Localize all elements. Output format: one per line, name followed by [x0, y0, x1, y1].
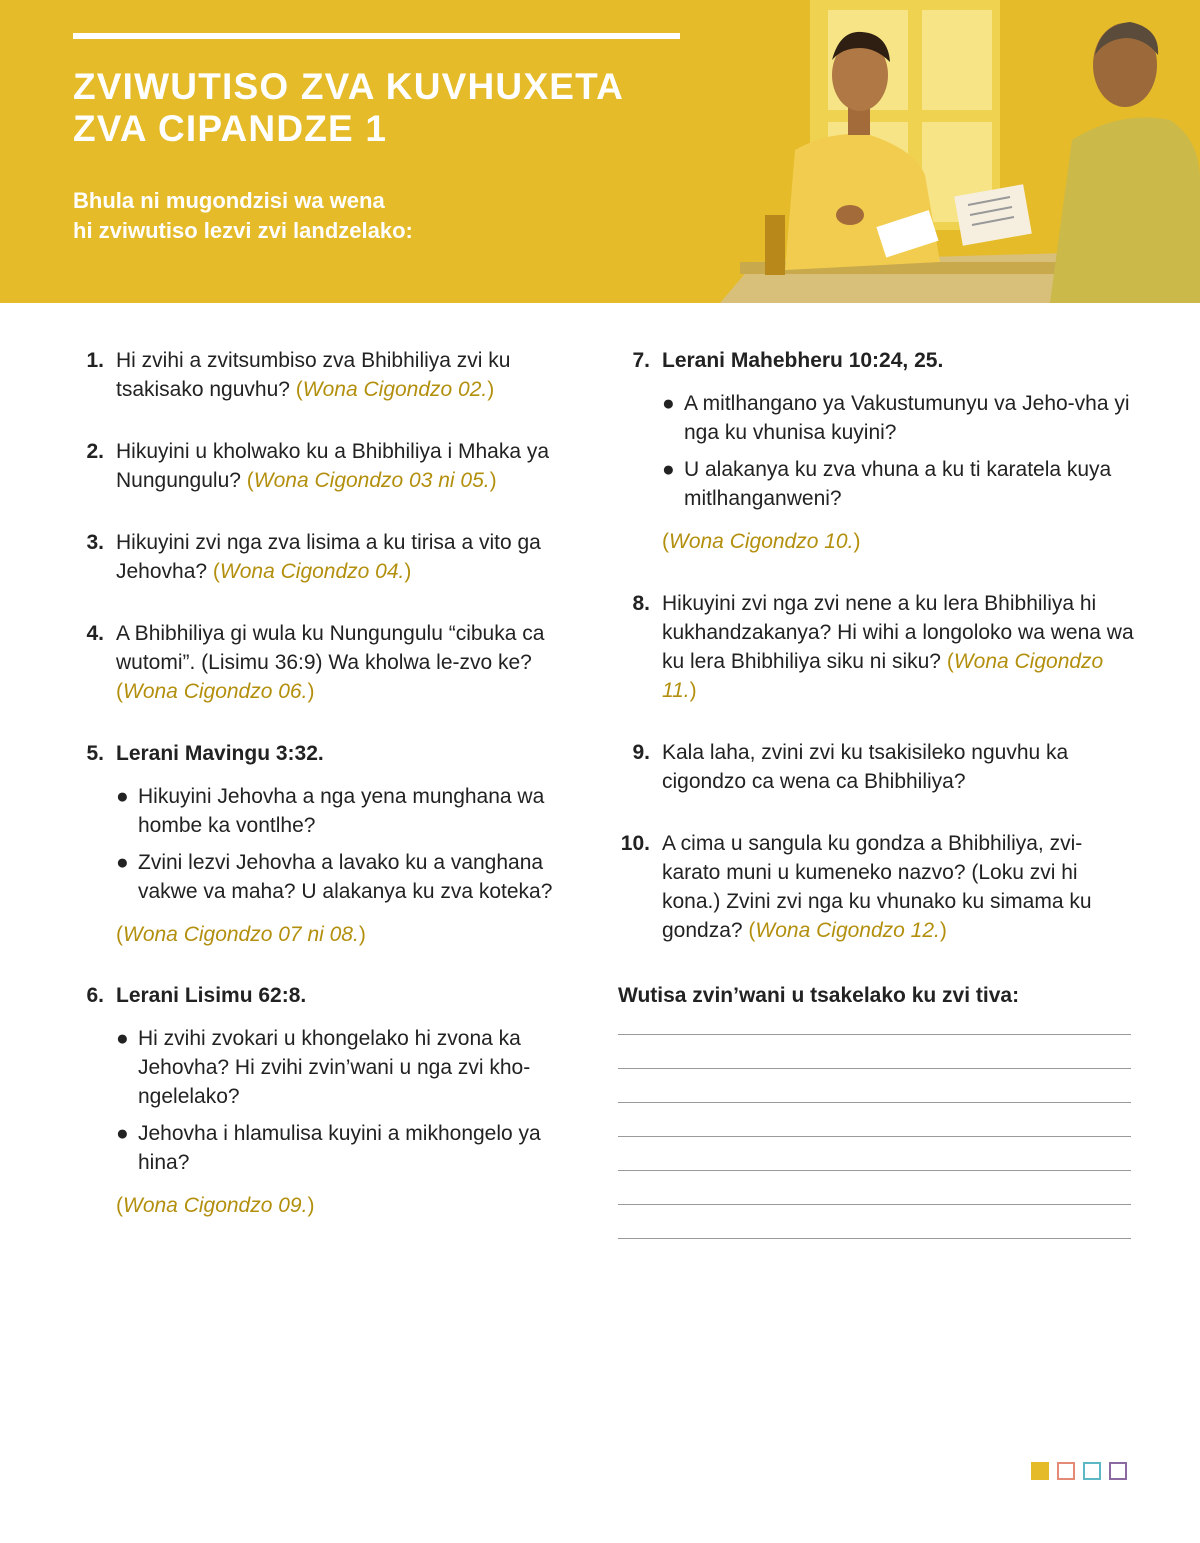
header-rule	[73, 33, 680, 39]
question-reference: Wona Cigondzo 03 ni 05.	[253, 469, 490, 492]
question-number: 1.	[86, 349, 104, 372]
question-number: 2.	[86, 440, 104, 463]
page-title-line-2: ZVA CIPANDZE 1	[73, 108, 388, 149]
question-6	[80, 981, 595, 1220]
question-text: Kala laha, zvini zvi ku tsakisileko nguvhu ka cigondzo ca wena ca Bhibhiliya?	[662, 741, 1069, 793]
question-reference: Wona Cigondzo 11.	[662, 650, 1104, 702]
question-number: 4.	[86, 622, 104, 645]
question-reference: Wona Cigondzo 04.	[219, 560, 405, 583]
header-banner	[0, 0, 1200, 303]
question-reference: Wona Cigondzo 02.	[302, 378, 488, 401]
question-reference: Wona Cigondzo 06.	[123, 680, 308, 703]
closing-prompt: Wutisa zvin’wani u tsakelako ku zvi tiva:	[618, 984, 1020, 1007]
question-7	[618, 346, 1138, 556]
question-3: 3. Hikuyini zvi nga zva lisima a ku tirisa a vito ga Jehovha? (Wona Cigondzo 04.)	[80, 528, 595, 586]
writing-lines	[618, 1034, 1138, 1239]
question-2: 2. Hikuyini u kholwako ku a Bhibhiliya i Mhaka ya Nungungulu? (Wona Cigondzo 03 ni 05.)	[80, 437, 595, 495]
question-text: Hikuyini zvi nga zva lisima a ku tirisa a vito ga Jehovha?	[116, 531, 541, 583]
page-subtitle-line-1: Bhula ni mugondzisi wa wena	[73, 188, 385, 213]
question-10: 10. A cima u sangula ku gondza a Bhibhiliya, zvi-karato muni u kumeneko nazvo? (Loku zvi hi kona.) Zvini zvi nga ku vhunako ku simama ku gondza? (Wona Cigondzo 12.)	[618, 829, 1138, 945]
question-number: 10.	[620, 832, 650, 855]
question-reference-line: (Wona Cigondzo 07 ni 08.)	[116, 923, 366, 946]
page-title-line-1: ZVIWUTISO ZVA KUVHUXETA	[73, 66, 625, 107]
question-number: 9.	[632, 741, 650, 764]
question-4: 4. A Bhibhiliya gi wula ku Nungungulu “cibuka ca wutomi”. (Lisimu 36:9) Wa kholwa le-zvo ke? (Wona Cigondzo 06.)	[80, 619, 595, 706]
yellow-square-icon	[1031, 1462, 1049, 1480]
question-text: Lerani Lisimu 62:8.	[116, 984, 307, 1007]
page-subtitle-line-2: hi zviwutiso lezvi zvi landzelako:	[73, 218, 413, 243]
coral-square-icon	[1057, 1462, 1075, 1480]
question-bullets	[116, 1024, 595, 1177]
question-number: 6.	[86, 984, 104, 1007]
question-9	[618, 738, 1138, 796]
writing-line	[618, 1136, 1131, 1137]
purple-square-icon	[1109, 1462, 1127, 1480]
question-text: Lerani Mahebheru 10:24, 25.	[662, 349, 944, 372]
writing-line	[618, 1170, 1131, 1171]
question-1: 1. Hi zvihi a zvitsumbiso zva Bhibhiliya zvi ku tsakisako nguvhu? (Wona Cigondzo 02.)	[80, 346, 595, 404]
bible-study-illustration	[700, 0, 1200, 303]
writing-line	[618, 1102, 1131, 1103]
page-subtitle	[73, 186, 673, 246]
question-reference: Wona Cigondzo 07 ni 08.	[123, 923, 359, 946]
question-bullets	[662, 389, 1138, 513]
question-text: A Bhibhiliya gi wula ku Nungungulu “cibuka ca wutomi”. (Lisimu 36:9) Wa kholwa le-zvo ke?	[116, 622, 545, 674]
writing-line	[618, 1238, 1131, 1239]
bullet-item: ● Hi zvihi zvokari u khongelako hi zvona ka Jehovha? Hi zvihi zvin’wani u nga zvi kho-ngelelako?	[116, 1027, 531, 1108]
question-number: 8.	[632, 592, 650, 615]
question-text: Hikuyini zvi nga zvi nene a ku lera Bhibhiliya hi kukhandzakanya? Hi wihi a longoloko wa wena wa ku lera Bhibhiliya siku ni siku?	[662, 592, 1134, 673]
question-number: 3.	[86, 531, 104, 554]
question-text: A cima u sangula ku gondza a Bhibhiliya, zvi-karato muni u kumeneko nazvo? (Loku zvi hi kona.) Zvini zvi nga ku vhunako ku simama ku gondza?	[662, 832, 1092, 942]
questions-right-column	[618, 346, 1138, 1239]
question-text: Lerani Mavingu 3:32.	[116, 742, 324, 765]
bullet-item: ● A mitlhangano ya Vakustumunyu va Jeho-vha yi nga ku vhunisa kuyini?	[662, 392, 1130, 444]
bullet-item: ● Zvini lezvi Jehovha a lavako ku a vanghana vakwe va maha? U alakanya ku zva koteka?	[116, 851, 553, 903]
question-bullets	[116, 782, 595, 906]
page-title	[73, 66, 713, 150]
questions-left-column	[80, 346, 595, 1220]
question-number: 5.	[86, 742, 104, 765]
writing-line	[618, 1204, 1131, 1205]
question-reference: Wona Cigondzo 09.	[123, 1194, 308, 1217]
footer-color-squares	[1031, 1462, 1127, 1480]
question-reference: Wona Cigondzo 12.	[755, 919, 940, 942]
question-text: Hikuyini u kholwako ku a Bhibhiliya i Mhaka ya Nungungulu?	[116, 440, 550, 492]
question-text: Hi zvihi a zvitsumbiso zva Bhibhiliya zvi ku tsakisako nguvhu?	[116, 349, 511, 401]
question-8: 8. Hikuyini zvi nga zvi nene a ku lera Bhibhiliya hi kukhandzakanya? Hi wihi a longoloko wa wena wa ku lera Bhibhiliya siku ni siku? (Wona Cigondzo 11.)	[618, 589, 1138, 705]
question-reference: Wona Cigondzo 10.	[669, 530, 854, 553]
bullet-item: ● Jehovha i hlamulisa kuyini a mikhongelo ya hina?	[116, 1122, 541, 1174]
teal-square-icon	[1083, 1462, 1101, 1480]
question-reference-line: (Wona Cigondzo 09.)	[116, 1194, 315, 1217]
writing-line	[618, 1034, 1131, 1035]
question-5	[80, 739, 595, 949]
bullet-item: ● U alakanya ku zva vhuna a ku ti karatela kuya mitlhanganweni?	[662, 458, 1112, 510]
question-number: 7.	[632, 349, 650, 372]
bullet-item: ● Hikuyini Jehovha a nga yena munghana wa hombe ka vontlhe?	[116, 785, 545, 837]
writing-line	[618, 1068, 1131, 1069]
question-reference-line: (Wona Cigondzo 10.)	[662, 530, 861, 553]
